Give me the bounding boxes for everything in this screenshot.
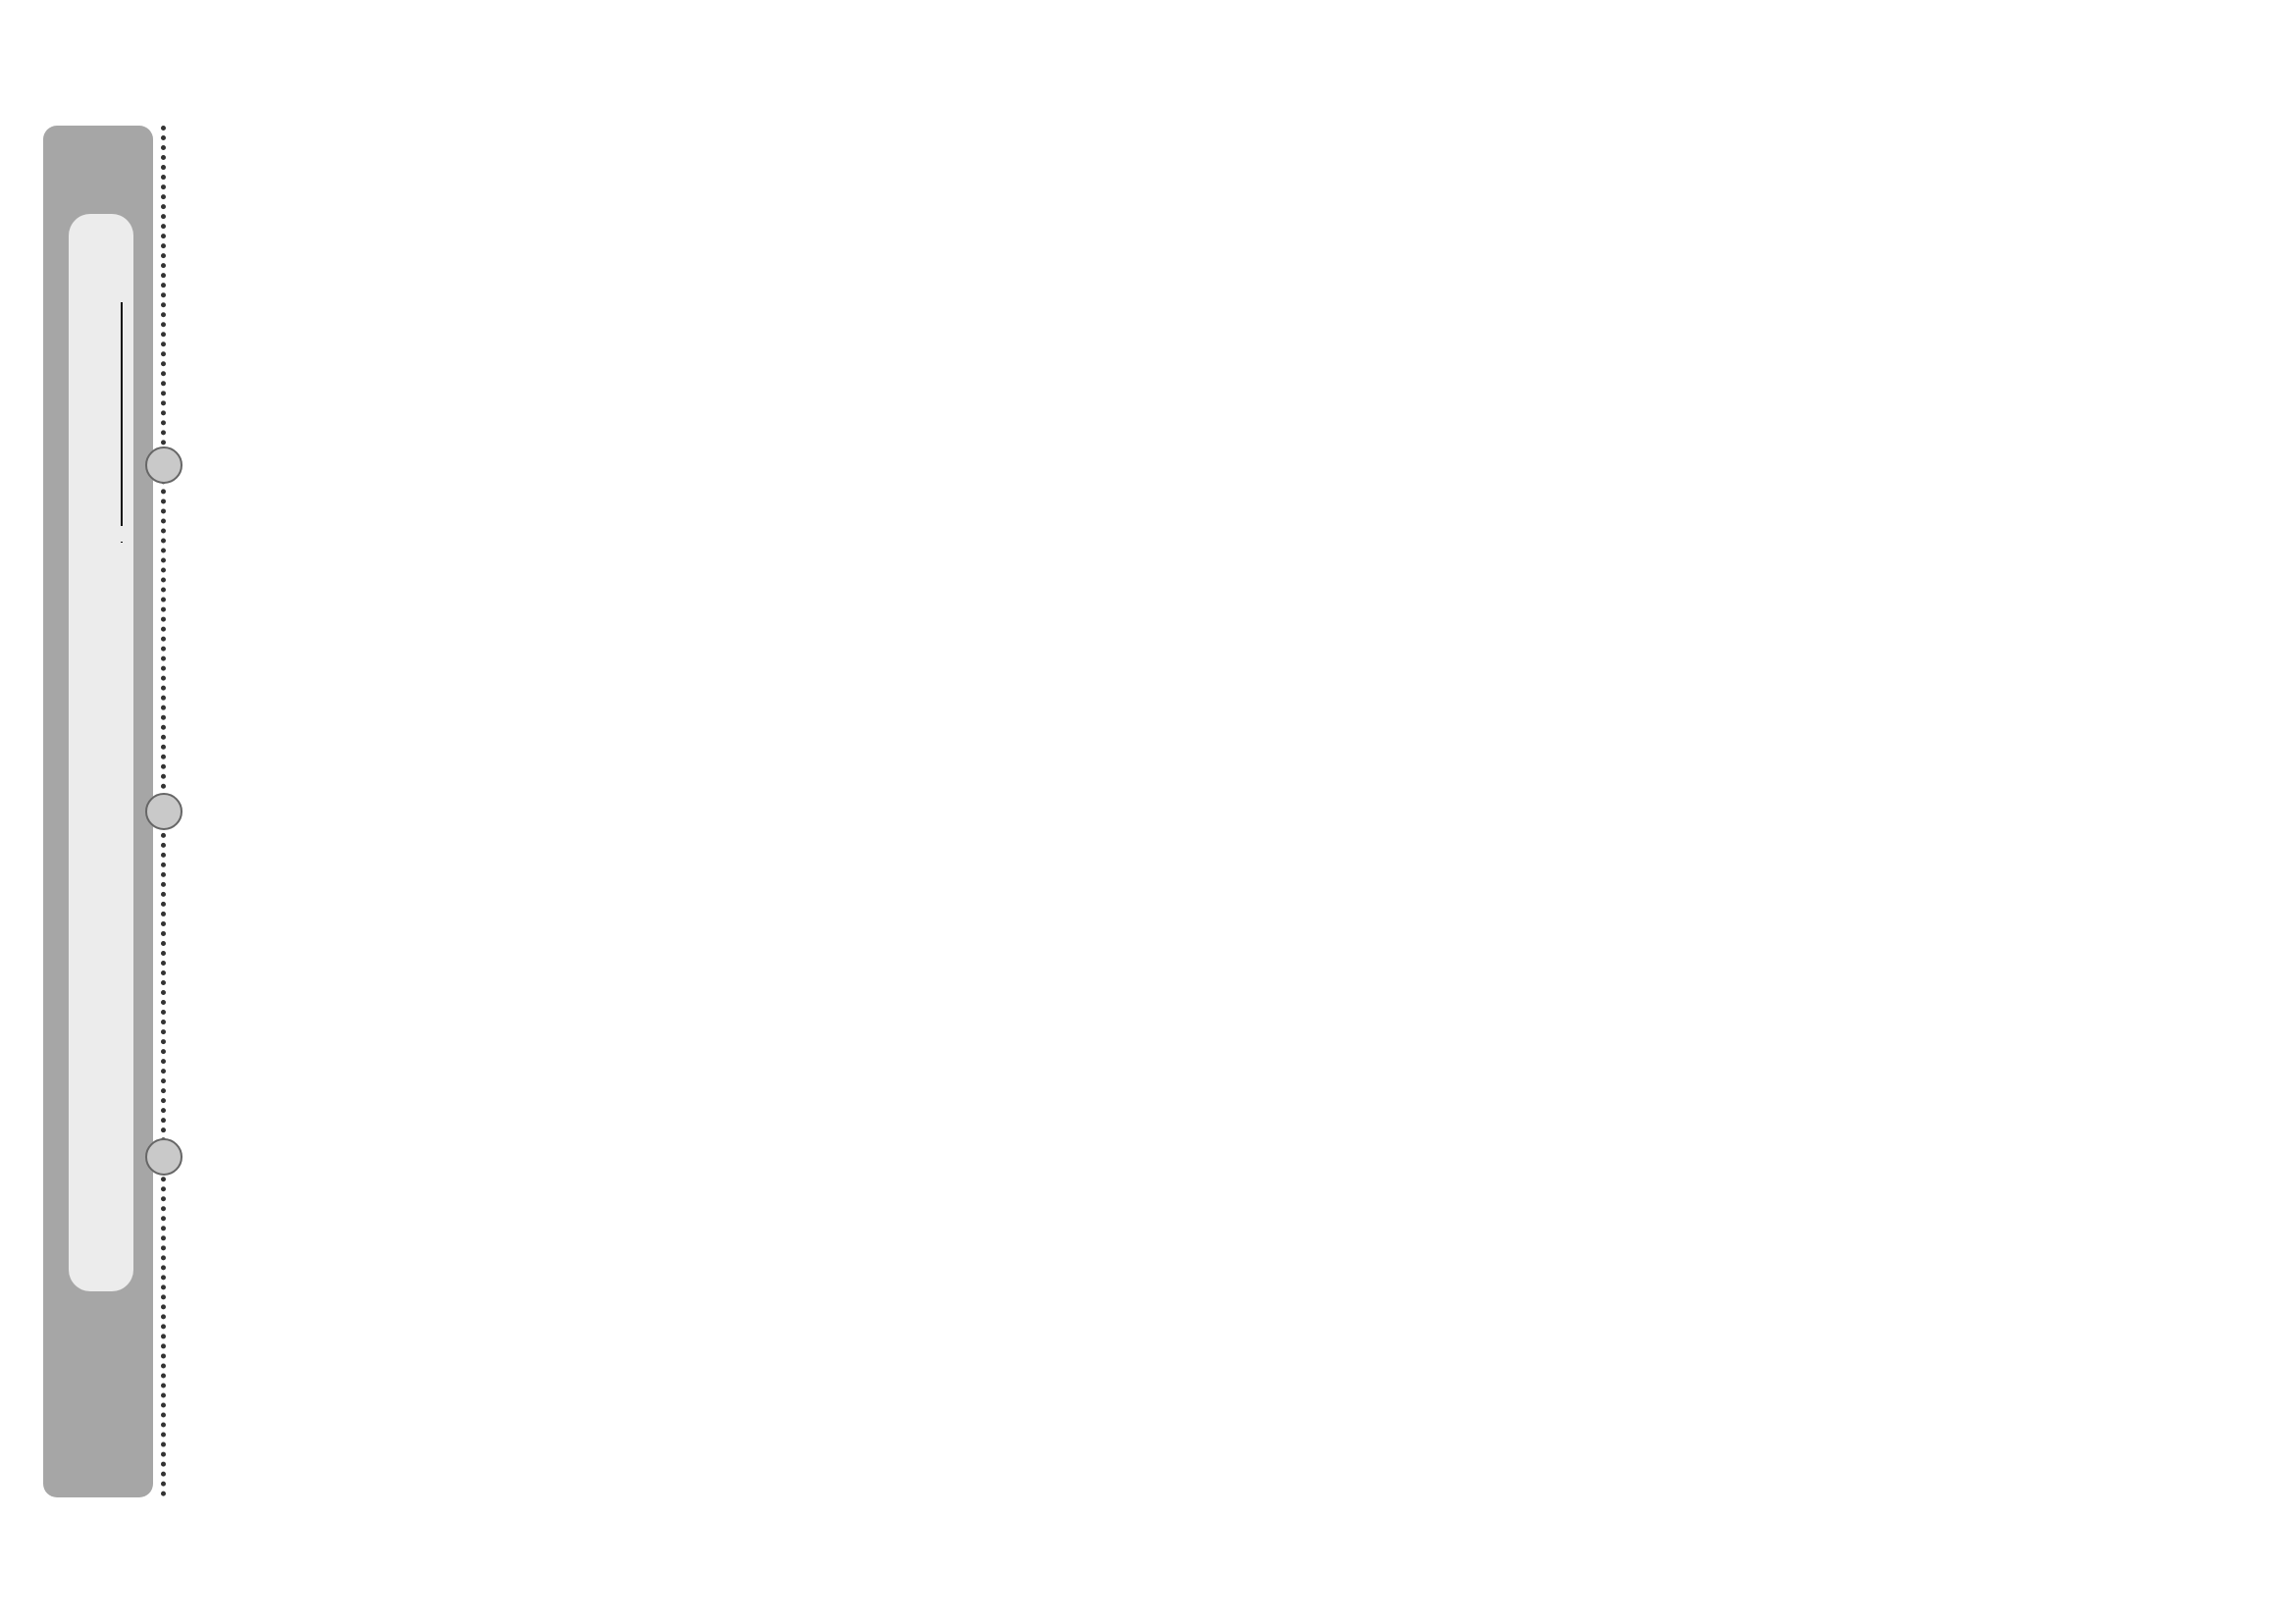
seal-mi	[145, 446, 183, 484]
seal-xian	[145, 1138, 183, 1176]
binding-info-panel	[69, 214, 133, 1291]
seal-feng	[145, 793, 183, 830]
spacer-2	[121, 542, 123, 543]
name-field-line[interactable]	[121, 302, 123, 526]
